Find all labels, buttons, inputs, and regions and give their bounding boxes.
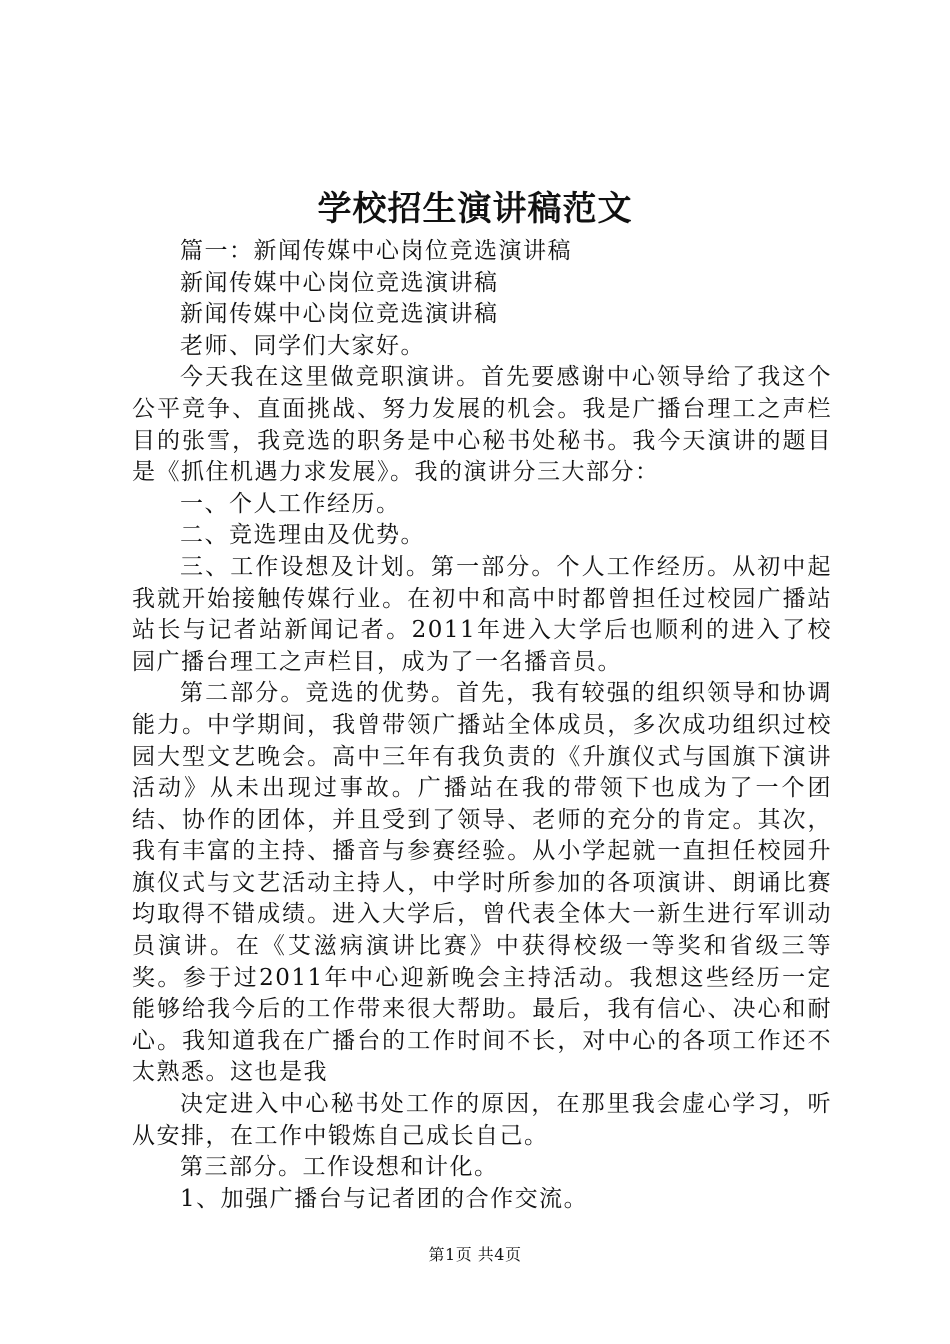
page-footer: 第1页 共4页: [428, 1245, 522, 1264]
paragraph-subtitle: 新闻传媒中心岗位竞选演讲稿: [180, 269, 499, 296]
paragraph-part-three: 第三部分。工作设想和计化。: [180, 1154, 499, 1181]
paragraph-list-item: 1、加强广播台与记者团的合作交流。: [180, 1185, 589, 1212]
paragraph-heading: 篇一：新闻传媒中心岗位竞选演讲稿: [180, 238, 572, 264]
paragraph-outline-item: 二、竞选理由及优势。: [180, 522, 425, 549]
paragraph-outline-item: 一、个人工作经历。: [180, 490, 401, 517]
paragraph-intro: 今天我在这里做竞职演讲。首先要感谢中心领导给了我这个公平竞争、直面挑战、努力发展的机会。我是广播台理工之声栏目的张雪，我竞选的职务是中心秘书处秘书。我今天演讲的题目是《抓住机遇力求发展》。我的演讲分三大部分：: [132, 364, 832, 486]
document-body: [132, 236, 832, 1215]
paragraph-subtitle: 新闻传媒中心岗位竞选演讲稿: [180, 301, 499, 328]
paragraph-greeting: 老师、同学们大家好。: [180, 332, 425, 359]
paragraph-part-two-continued: 决定进入中心秘书处工作的原因，在那里我会虚心学习，听从安排，在工作中锻炼自己成长自己。: [132, 1091, 832, 1149]
paragraph-part-one: 三、工作设想及计划。第一部分。个人工作经历。从初中起我就开始接触传媒行业。在初中和高中时都曾担任过校园广播站站长与记者站新闻记者。2011年进入大学后也顺利的进入了校园广播台理工之声栏目，成为了一名播音员。: [132, 553, 832, 675]
document-title: 学校招生演讲稿范文: [317, 189, 633, 229]
paragraph-part-two: 第二部分。竞选的优势。首先，我有较强的组织领导和协调能力。中学期间，我曾带领广播站全体成员，多次成功组织过校园大型文艺晚会。高中三年有我负责的《升旗仪式与国旗下演讲活动》从未出现过事故。广播站在我的带领下也成为了一个团结、协作的团体，并且受到了领导、老师的充分的肯定。其次，我有丰富的主持、播音与参赛经验。从小学起就一直担任校园升旗仪式与文艺活动主持人，中学时所参加的各项演讲、朗诵比赛均取得不错成绩。进入大学后，曾代表全体大一新生进行军训动员演讲。在《艾滋病演讲比赛》中获得校级一等奖和省级三等奖。参于过2011年中心迎新晚会主持活动。我想这些经历一定能够给我今后的工作带来很大帮助。最后，我有信心、决心和耐心。我知道我在广播台的工作时间不长，对中心的各项工作还不太熟悉。这也是我: [132, 680, 832, 1086]
